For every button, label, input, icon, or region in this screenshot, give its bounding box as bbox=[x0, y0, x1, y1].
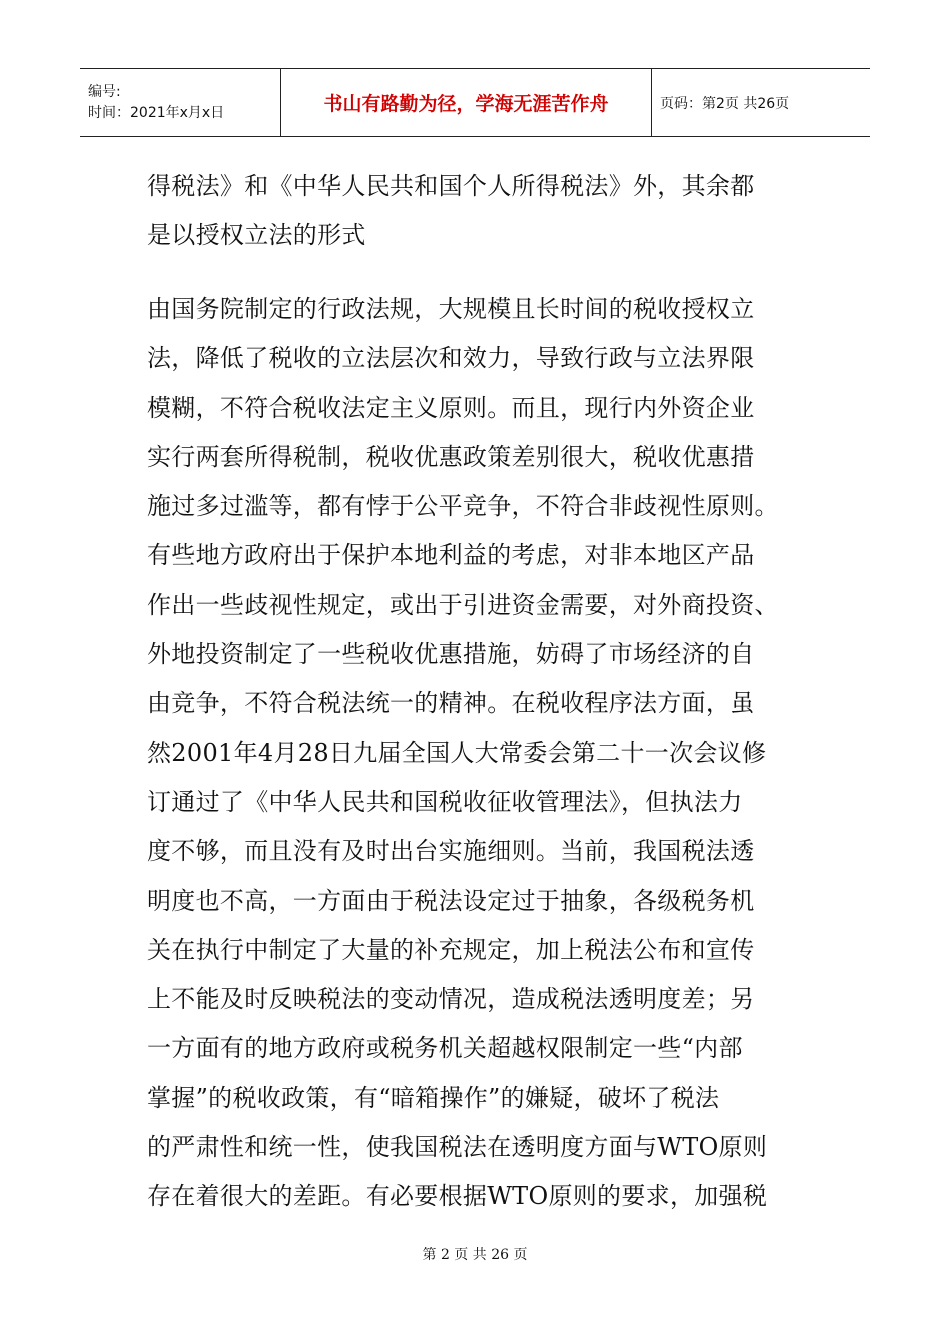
text-line: 法，降低了税收的立法层次和效力，导致行政与立法界限 bbox=[147, 344, 755, 373]
text-line: 由国务院制定的行政法规，大规模且长时间的税收授权立 bbox=[147, 295, 755, 323]
text-line: 外地投资制定了一些税收优惠措施，妨碍了市场经济的自 bbox=[147, 640, 755, 669]
text-line: 明度也不高，一方面由于税法设定过于抽象，各级税务机 bbox=[147, 886, 755, 915]
text-line: 由竞争，不符合税法统一的精神。在税收程序法方面，虽 bbox=[147, 689, 755, 718]
text-line: 得税法》和《中华人民共和国个人所得税法》外，其余都 bbox=[147, 172, 755, 200]
page-footer: 第 2 页 共 26 页 bbox=[422, 1247, 528, 1263]
text-line: 一方面有的地方政府或税务机关超越权限制定一些“内部 bbox=[147, 1034, 743, 1063]
text-line: 模糊，不符合税收法定主义原则。而且，现行内外资企业 bbox=[147, 393, 755, 422]
text-line: 存在着很大的差距。有必要根据WTO原则的要求，加强税 bbox=[147, 1182, 768, 1211]
document-number-label: 编号: bbox=[88, 83, 121, 100]
paragraph-main bbox=[147, 285, 807, 1222]
text-line: 有些地方政府出于保护本地利益的考虑，对非本地区产品 bbox=[147, 541, 755, 570]
text-line: 是以授权立法的形式 bbox=[147, 221, 366, 250]
header-meta bbox=[80, 69, 280, 136]
text-line: 然2001年4月28日九届全国人大常委会第二十一次会议修 bbox=[147, 738, 767, 767]
text-line: 上不能及时反映税法的变动情况，造成税法透明度差；另 bbox=[147, 985, 755, 1014]
text-line: 订通过了《中华人民共和国税收征收管理法》，但执法力 bbox=[147, 787, 743, 816]
document-date: 时间：2021年x月x日 bbox=[88, 104, 225, 121]
text-line: 度不够，而且没有及时出台实施细则。当前，我国税法透 bbox=[147, 837, 755, 866]
header-motto: 书山有路勤为径，学海无涯苦作舟 bbox=[280, 69, 652, 136]
page-header bbox=[80, 68, 870, 137]
text-line: 实行两套所得税制，税收优惠政策差别很大，税收优惠措 bbox=[147, 442, 755, 471]
header-page-info: 页码：第2页 共26页 bbox=[660, 95, 790, 112]
text-line: 关在执行中制定了大量的补充规定，加上税法公布和宣传 bbox=[147, 935, 755, 964]
text-line: 施过多过滥等，都有悖于公平竞争，不符合非歧视性原则。 bbox=[147, 492, 779, 521]
paragraph-continued bbox=[147, 162, 807, 261]
text-line: 作出一些歧视性规定，或出于引进资金需要，对外商投资、 bbox=[147, 590, 779, 619]
text-line: 掌握”的税收政策，有“暗箱操作”的嫌疑，破坏了税法 bbox=[147, 1083, 720, 1112]
text-line: 的严肃性和统一性，使我国税法在透明度方面与WTO原则 bbox=[147, 1133, 768, 1162]
